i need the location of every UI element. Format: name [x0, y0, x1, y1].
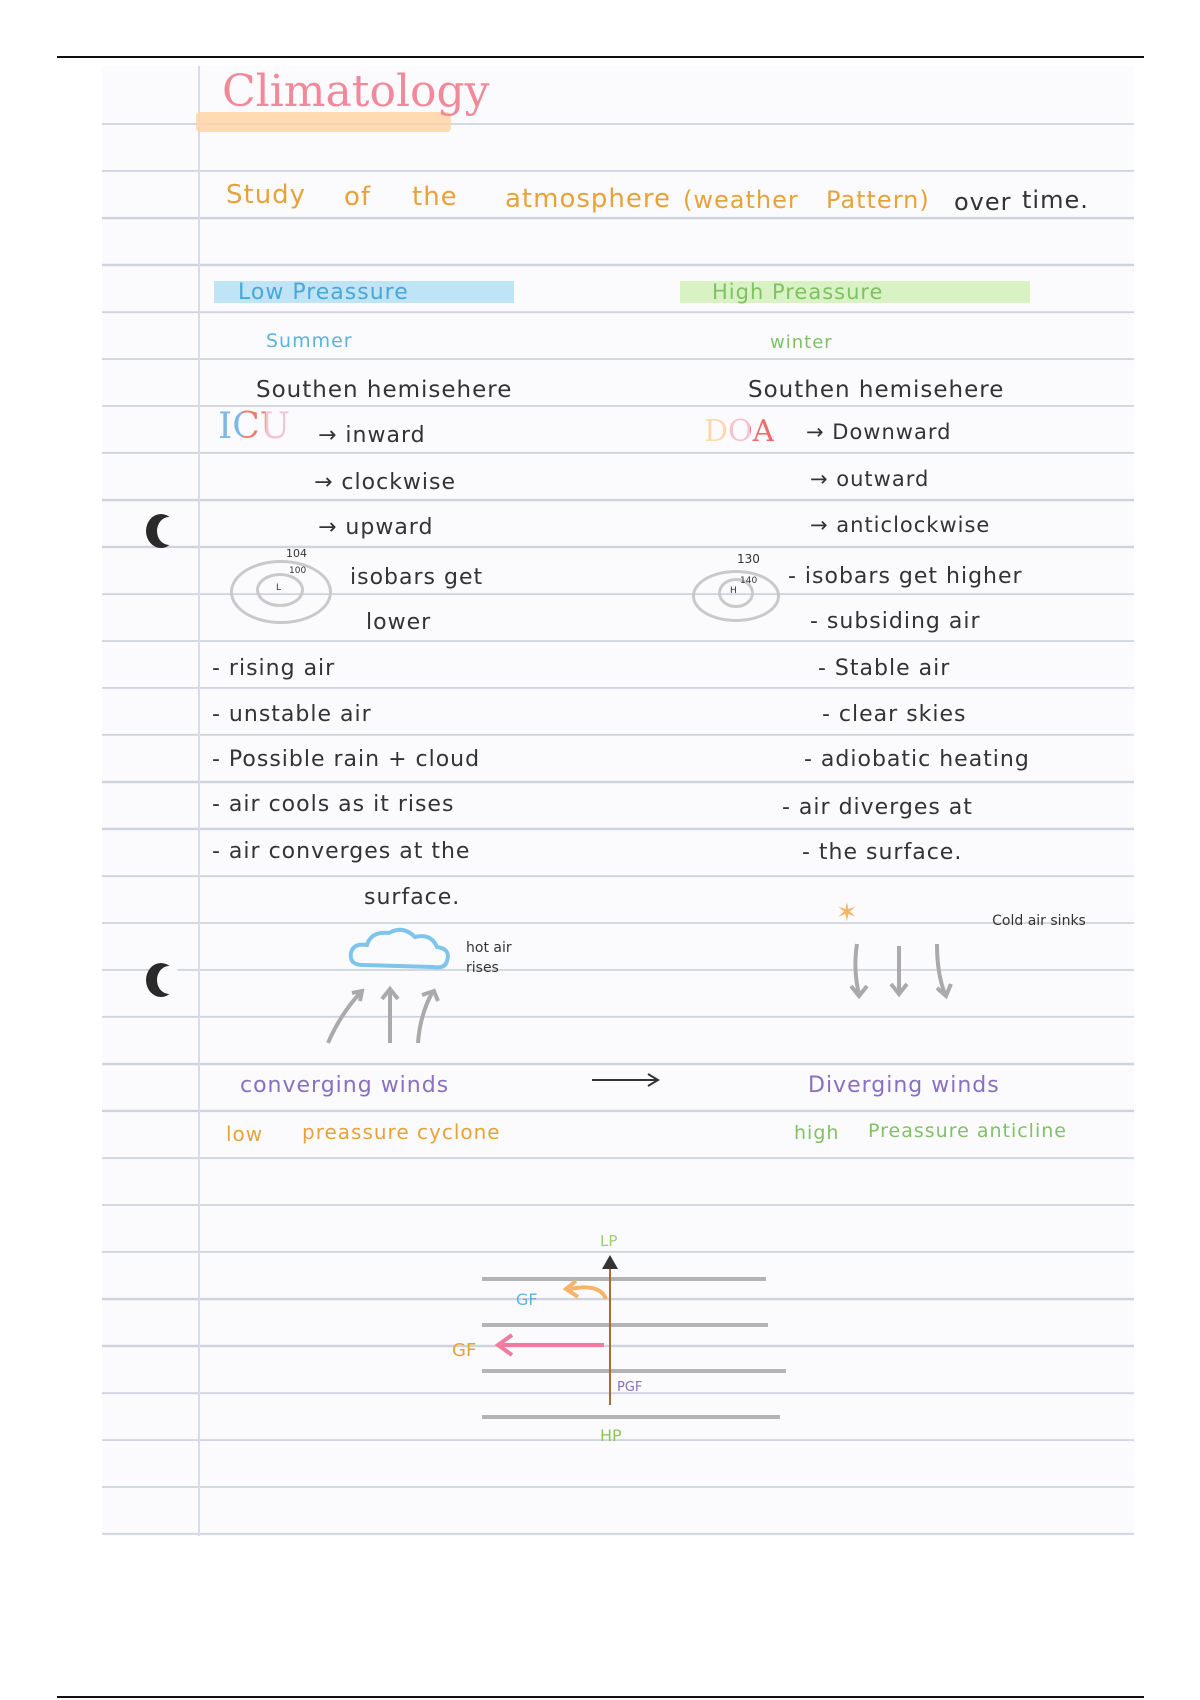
definition-word: of — [344, 182, 372, 212]
page-title: Climatology — [222, 66, 490, 117]
low-hemisphere: Southen hemisehere — [256, 377, 513, 403]
high-trait: - adiobatic heating — [804, 747, 1030, 772]
definition-word: the — [412, 182, 458, 212]
high-pressure-heading: High Preassure — [712, 280, 884, 304]
low-acronym — [218, 406, 290, 447]
high-system-word2: Preassure anticline — [868, 1120, 1067, 1142]
definition-word: time. — [1022, 186, 1089, 214]
low-trait: - air cools as it rises — [212, 792, 455, 817]
definition-word: Pattern) — [826, 186, 930, 214]
definition-word: atmosphere — [505, 184, 671, 214]
high-point-downward: → Downward — [806, 420, 952, 444]
low-trait: - air converges at the — [212, 839, 471, 864]
high-trait: - air diverges at — [782, 795, 973, 820]
diagram-top-label: LP — [600, 1232, 618, 1250]
definition-word: (weather — [683, 186, 799, 214]
low-isobar-value-outer: 104 — [286, 547, 307, 560]
acronym-letters: DOA — [704, 414, 775, 449]
punch-hole-lower — [146, 963, 176, 997]
low-system-word1: low — [226, 1122, 264, 1146]
low-point-clockwise: → clockwise — [314, 470, 457, 495]
diagram-pgf-label: PGF — [617, 1380, 643, 1395]
high-trait: - Stable air — [818, 656, 951, 681]
high-system-word1: high — [794, 1122, 840, 1144]
high-trait: - isobars get higher — [788, 564, 1023, 589]
low-pressure-heading: Low Preassure — [238, 280, 409, 305]
punch-hole-upper — [146, 514, 176, 548]
low-trait: - unstable air — [212, 702, 372, 727]
low-system-word2: preassure cyclone — [302, 1120, 501, 1144]
definition-word: over — [954, 188, 1012, 216]
margin-line — [198, 66, 200, 1536]
pressure-gradient-diagram — [470, 1255, 800, 1425]
high-trait: - the surface. — [802, 840, 963, 865]
high-acronym — [704, 414, 774, 449]
high-point-outward: → outward — [810, 467, 930, 491]
high-isobar-center: H — [730, 586, 737, 596]
low-season: Summer — [266, 330, 353, 352]
high-trait: - subsiding air — [810, 609, 981, 634]
low-trait: - rising air — [212, 656, 336, 681]
high-point-anticlockwise: → anticlockwise — [810, 513, 991, 537]
high-season: winter — [770, 332, 833, 353]
sun-icon: ✶ — [836, 898, 858, 928]
diagram-gf-lower: GF — [452, 1340, 477, 1361]
high-isobar-value-outer: 130 — [737, 552, 760, 566]
acronym-letters: ICU — [218, 406, 291, 447]
low-winds: converging winds — [240, 1073, 450, 1098]
low-isobar-text-2: lower — [366, 610, 432, 635]
pgf-arrowhead — [602, 1255, 618, 1269]
sinking-arrows-icon — [845, 940, 965, 1000]
cloud-icon — [345, 925, 455, 975]
high-isobar-value-inner: 140 — [740, 576, 758, 586]
low-isobar-value-inner: 100 — [289, 566, 307, 576]
cloud-label: hot air rises — [466, 940, 512, 976]
low-trait: - Possible rain + cloud — [212, 747, 481, 772]
definition-word: Study — [226, 180, 307, 210]
low-point-upward: → upward — [318, 515, 434, 540]
high-hemisphere: Southen hemisehere — [748, 377, 1005, 403]
low-isobar-text: isobars get — [350, 565, 484, 590]
low-trait: surface. — [364, 885, 461, 910]
low-point-inward: → inward — [318, 423, 426, 448]
high-winds: Diverging winds — [808, 1073, 1000, 1098]
top-rule — [57, 56, 1144, 58]
bottom-rule — [57, 1696, 1144, 1698]
low-isobar-center: L — [276, 583, 282, 593]
right-arrow-icon — [590, 1070, 662, 1090]
diagram-gf-upper: GF — [516, 1290, 538, 1309]
rising-arrows-icon — [320, 985, 450, 1045]
sink-label: Cold air sinks — [992, 913, 1086, 929]
high-trait: - clear skies — [822, 702, 967, 727]
diagram-bottom-label: HP — [600, 1426, 622, 1445]
